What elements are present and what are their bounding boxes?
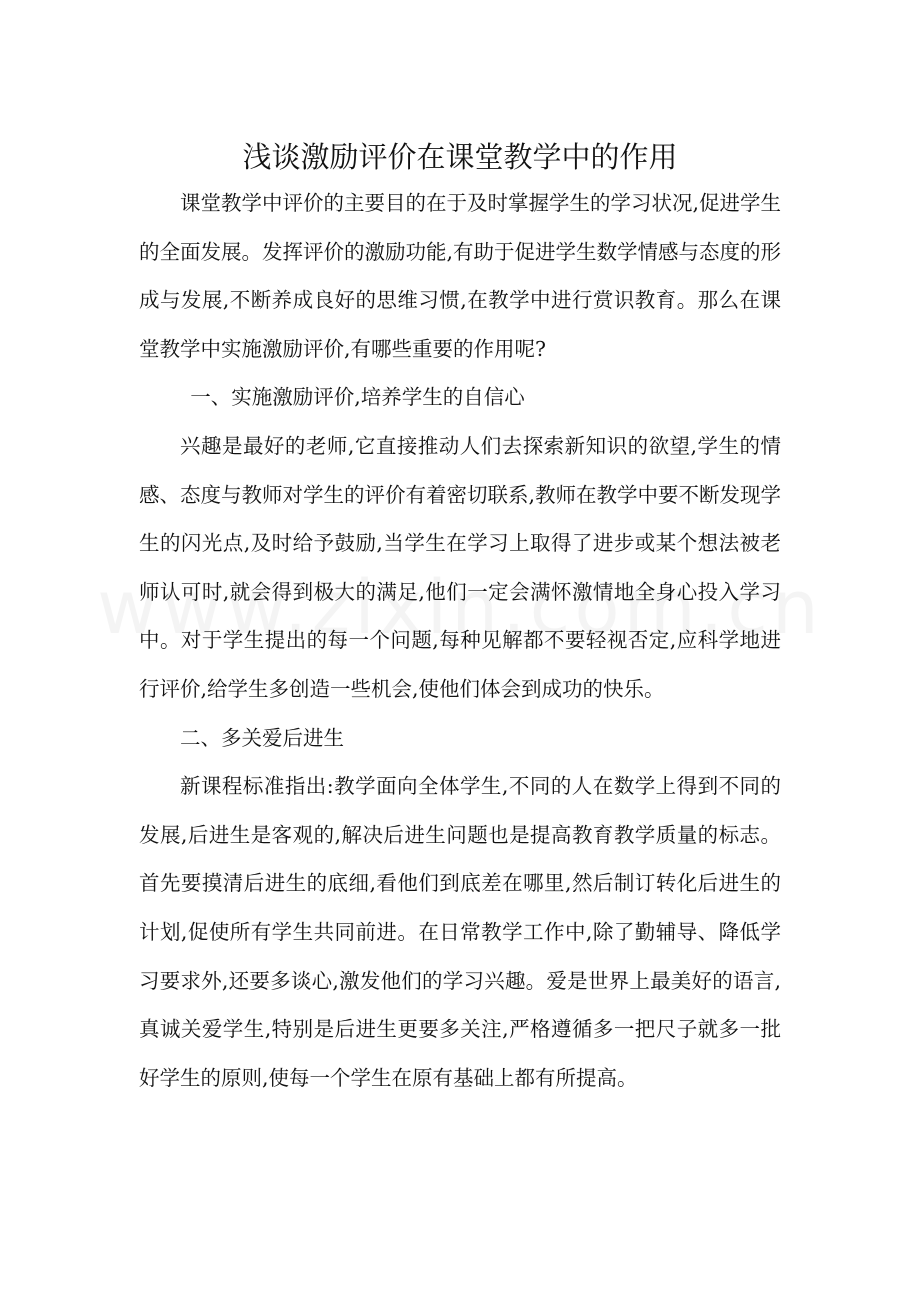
document-title: 浅谈激励评价在课堂教学中的作用 [242, 140, 678, 174]
paragraph-section-1: 兴趣是最好的老师,它直接推动人们去探索新知识的欲望,学生的情感、态度与教师对学生的评价有着密切联系,教师在教学中要不断发现学生的闪光点,及时给予鼓励,当学生在学习上取得了进步或某个想法被老师认可时,就会得到极大的满足,他们一定会满怀激情地全身心投入学习中。对于学生提出的每一个问题,每种见解都不要轻视否定,应科学地进行评价,给学生多创造一些机会,使他们体会到成功的快乐。 [139, 433, 782, 701]
document-body [139, 179, 781, 1102]
section-heading-2: 二、多关爱后进生 [180, 725, 344, 750]
paragraph-intro: 课堂教学中评价的主要目的在于及时掌握学生的学习状况,促进学生的全面发展。发挥评价的激励功能,有助于促进学生数学情感与态度的形成与发展,不断养成良好的思维习惯,在教学中进行赏识教育。那么在课堂教学中实施激励评价,有哪些重要的作用呢? [139, 191, 782, 361]
paragraph-section-2: 新课程标准指出:教学面向全体学生,不同的人在数学上得到不同的发展,后进生是客观的,解决后进生问题也是提高教育教学质量的标志。首先要摸清后进生的底细,看他们到底差在哪里,然后制订转化后进生的计划,促使所有学生共同前进。在日常教学工作中,除了勤辅导、降低学习要求外,还要多谈心,激发他们的学习兴趣。爱是世界上最美好的语言,真诚关爱学生,特别是后进生更要多关注,严格遵循多一把尺子就多一批好学生的原则,使每一个学生在原有基础上都有所提高。 [139, 774, 781, 1090]
section-heading-1: 一、实施激励评价,培养学生的自信心 [190, 385, 525, 410]
